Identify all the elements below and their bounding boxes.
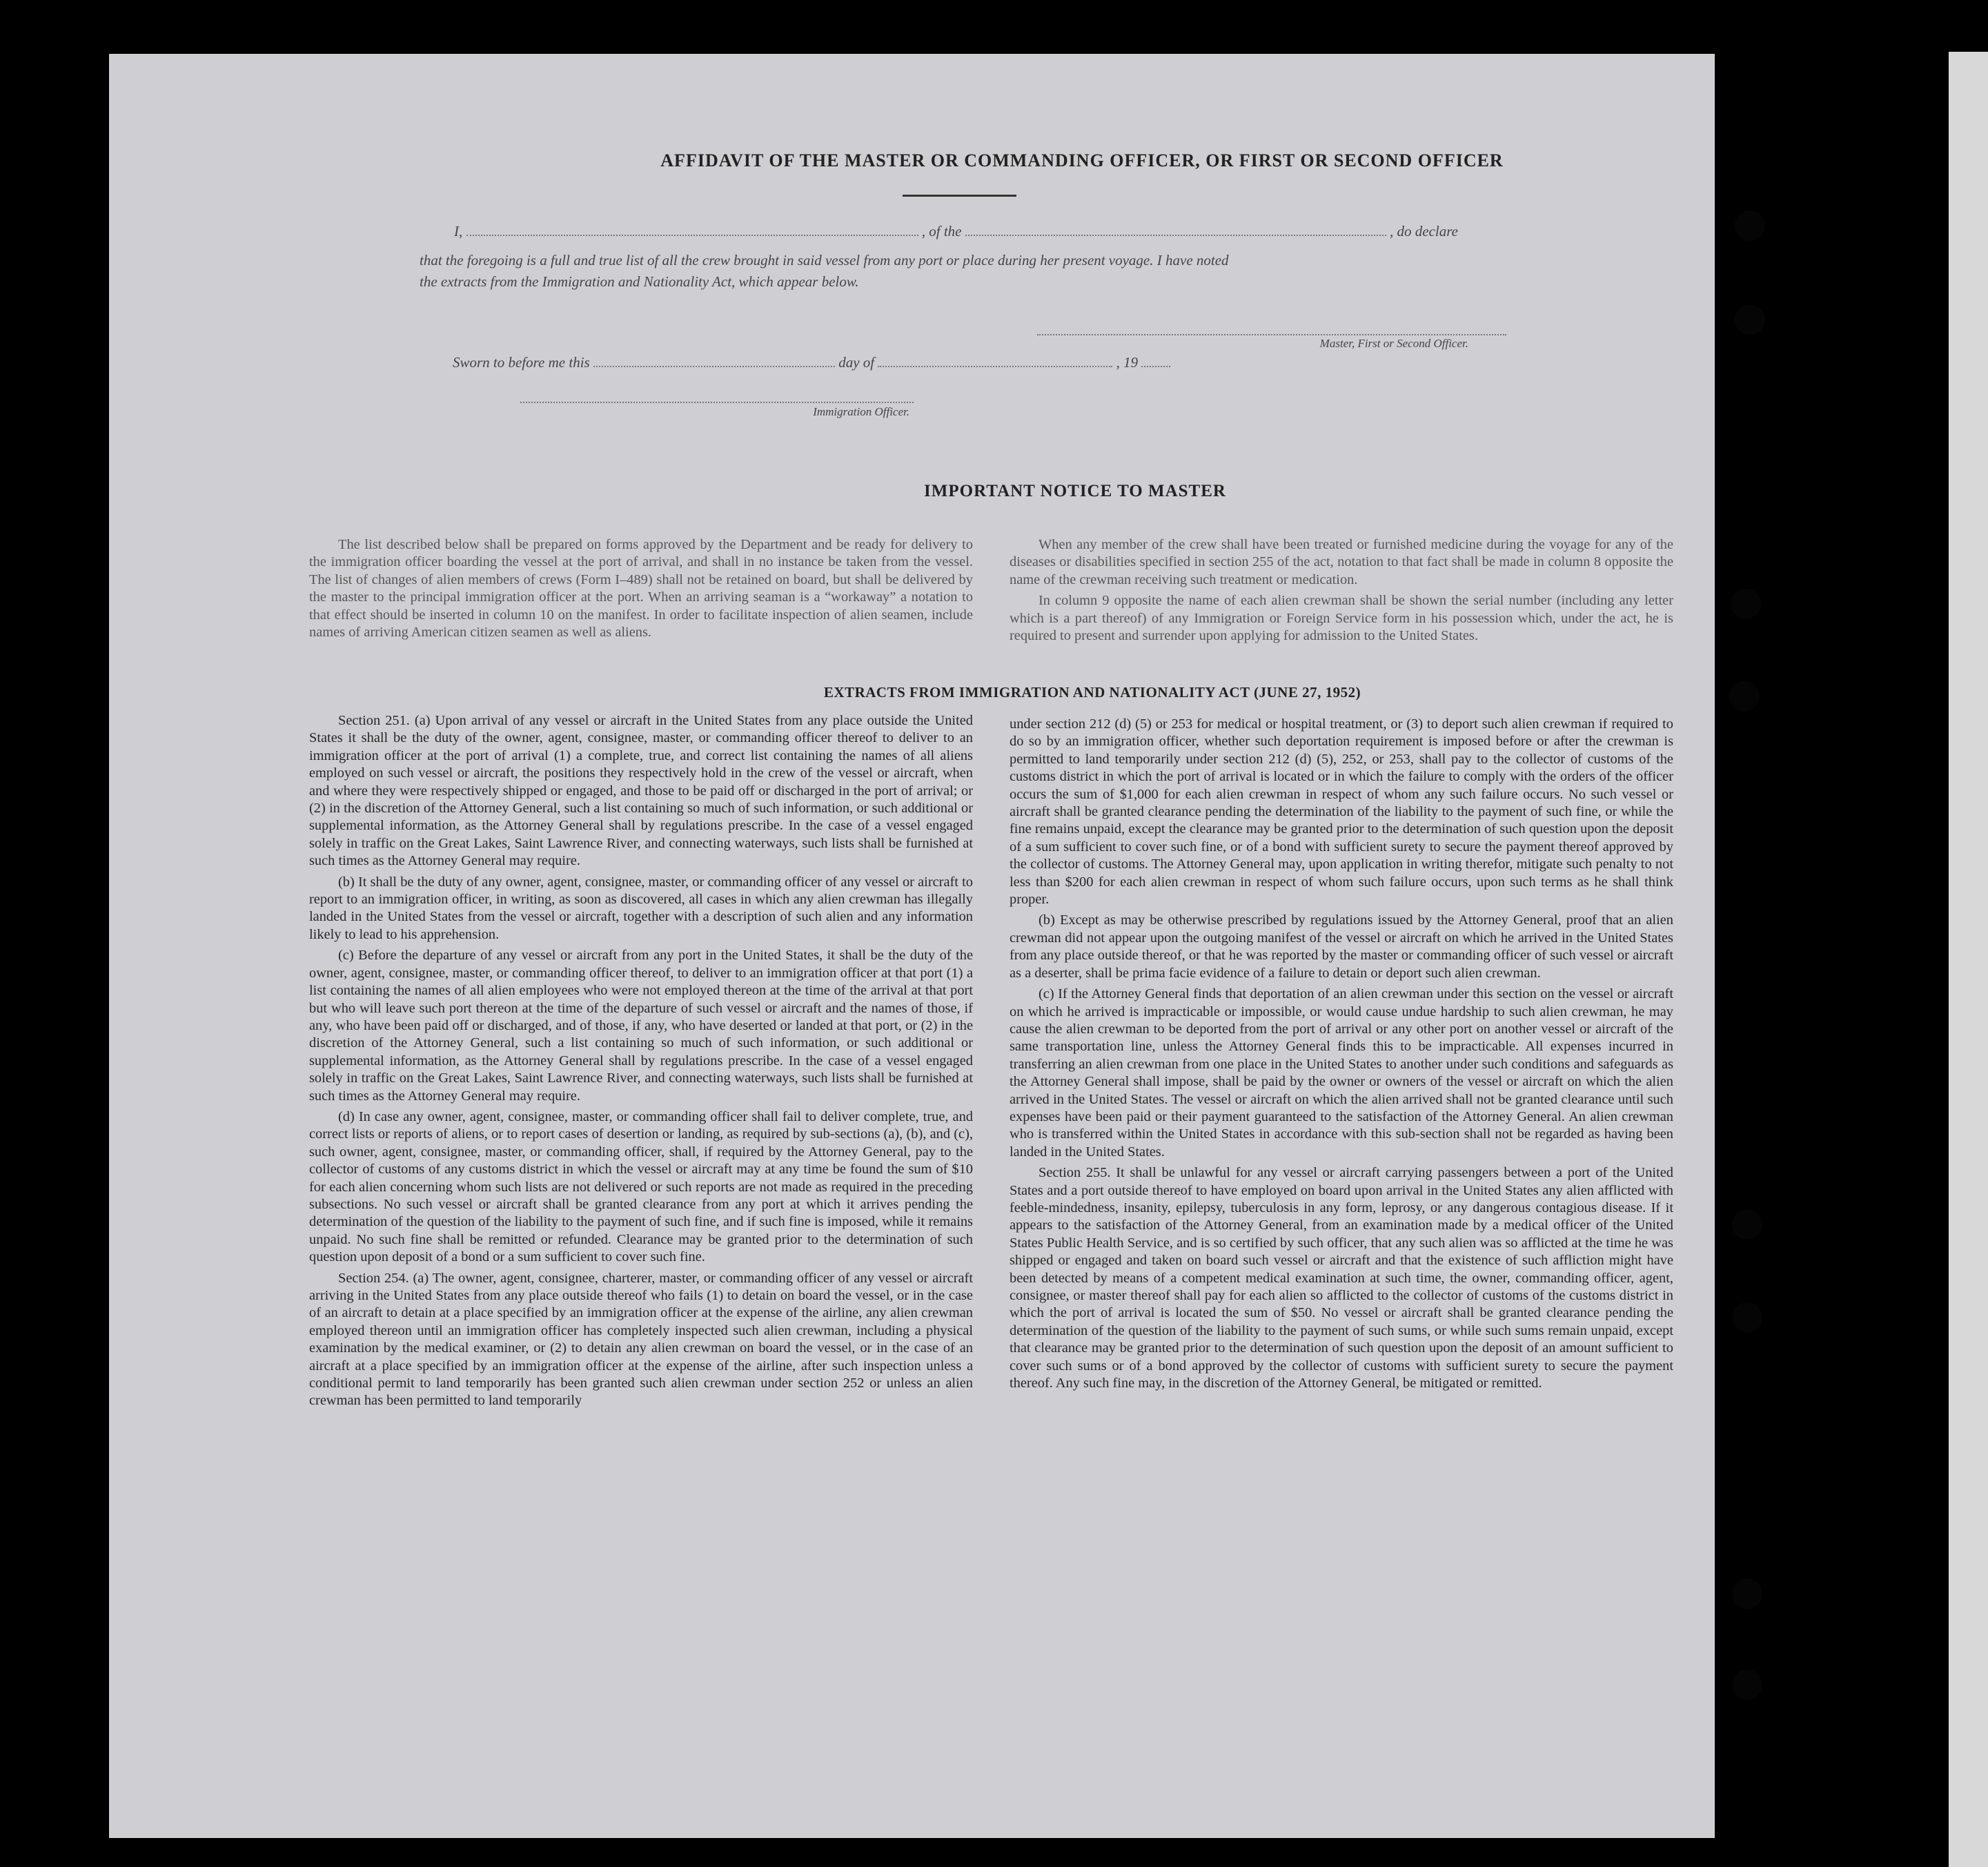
master-signature-label: Master, First or Second Officer.	[1319, 337, 1468, 350]
binder-hole	[1735, 211, 1765, 241]
notice-right-paragraph-1: When any member of the crew shall have been treated or furnished medicine during the voyage for any of the diseases or disabilities specified in section 255 of the act, notation to that fact shall be made in column 8 opposite the name of the crewman receiving such treatment or medication.	[1010, 537, 1673, 587]
binder-hole	[1732, 1670, 1762, 1700]
master-signature-line[interactable]	[1037, 334, 1506, 335]
adjacent-page-edge	[1949, 52, 1988, 1867]
vessel-blank[interactable]	[965, 235, 1386, 236]
officer-signature-line[interactable]	[520, 402, 914, 403]
binder-hole	[1732, 1578, 1762, 1609]
notice-left-column	[309, 536, 973, 645]
extracts-title: EXTRACTS FROM IMMIGRATION AND NATIONALITY ACT (JUNE 27, 1952)	[823, 684, 1361, 701]
section-255: Section 255. It shall be unlawful for any vessel or aircraft carrying passengers between a port of the United States and a port outside thereof to have employed on board upon arrival in the United States any alien afflicted with feeble-mindedness, insanity, epilepsy, tuberculosis in any form, leprosy, or any dangerous contagious disease. If it appears to the satisfaction of the Attorney General, from an examination made by a medical officer of the United States Public Health Service, and is so certified by such officer, that any such alien was so afflicted at the time he was shipped or engaged and taken on board such vessel or aircraft and that the existence of such affliction might have been detected by means of a competent medical examination at such time, the owner, commanding officer, agent, consignee, or master thereof shall pay for each alien so afflicted to the collector of customs of the customs district in which the port of arrival is located the sum of $50. No vessel or aircraft shall be granted clearance pending the determination of the question of the liability to the payment of such sums, or while such sums remain unpaid, except that clearance may be granted prior to the determination of such question upon the deposit of an amount sufficient to cover such sums or of a bond approved by the collector of customs with sufficient surety to secure the payment thereof. Any such fine may, in the discretion of the Attorney General, be mitigated or remitted.	[1010, 1165, 1673, 1391]
section-254-a-continued: under section 212 (d) (5) or 253 for medical or hospital treatment, or (3) to deport such alien crewman if required to do so by an immigration officer, whether such deportation requirement is imposed before or after the crewman is permitted to land temporarily under section 212 (d) (5), 252, or 253, shall pay to the collector of customs of the customs district in which the port of arrival is located or in which the failure to comply with the orders of the officer occurs the sum of $1,000 for each alien crewman in respect of whom any such failure occurs. No such vessel or aircraft shall be granted clearance pending the determination of the liability to the payment of such fine, or while the fine remains unpaid, except the clearance may be granted prior to the determination of such question upon the deposit of a sum sufficient to cover such fine, or of a bond with sufficient surety to secure the payment thereof approved by the collector of customs. The Attorney General may, upon application in writing therefor, mitigate such penalty to not less than $200 for each alien crewman in respect of whom such failure occurs, upon such terms as he shall think proper.	[1010, 716, 1673, 908]
sworn-line	[453, 354, 1419, 371]
sworn-year-blank[interactable]	[1141, 366, 1170, 367]
section-251-b: (b) It shall be the duty of any owner, agent, consignee, master, or commanding officer of any vessel or aircraft to report to an immigration officer, in writing, as soon as discovered, all cases in which any alien crewman has illegally landed in the United States from the vessel or aircraft, together with a description of such alien and any information likely to lead to his apprehension.	[309, 874, 973, 942]
binder-hole	[1729, 681, 1760, 712]
of-the-label: , of the	[921, 223, 962, 240]
i-label: I,	[454, 223, 463, 240]
section-254-a: Section 254. (a) The owner, agent, consignee, charterer, master, or commanding officer of any vessel or aircraft arriving in the United States from any place outside thereof who fails (1) to detain on board the vessel, or in the case of an aircraft to detain at a place specified by an immigration officer at the expense of the airline, any alien crewman employed thereon until an immigration officer has completely inspected such alien crewman, including a physical examination by the medical examiner, or (2) to detain any alien crewman on board the vessel, or in the case of an aircraft at a place specified by an immigration officer at the expense of the airline, after such inspection unless a conditional permit to land temporarily has been granted such alien crewman under section 252 or unless an alien crewman has been permitted to land temporarily	[309, 1270, 973, 1409]
sworn-prefix: Sworn to before me this	[453, 354, 590, 371]
sworn-day-of-label: day of	[838, 354, 875, 371]
title-rule	[903, 195, 1016, 197]
extracts-right-column	[1010, 716, 1673, 1396]
do-declare-label: , do declare	[1390, 223, 1458, 240]
extracts-left-column	[309, 712, 973, 1414]
binder-hole	[1732, 1302, 1762, 1333]
sworn-year-label: , 19	[1116, 354, 1139, 371]
affidavit-declarant-line	[454, 223, 1613, 240]
section-251-d: (d) In case any owner, agent, consignee, master, or commanding officer shall fail to deliver complete, true, and correct lists or reports of aliens, or to report cases of desertion or landing, as required by sub-sections (a), (b), and (c), such owner, agent, consignee, master, or commanding officer, shall, if required by the Attorney General, pay to the collector of customs of any customs district in which the vessel or aircraft may at any time be found the sum of $10 for each alien concerning whom such lists are not delivered or such reports are not made as required in the preceding subsections. No such vessel or aircraft shall be granted clearance from any port at which it arrives pending the determination of the question of the liability to the payment of such fine, and if such fine is imposed, while it remains unpaid. No such fine shall be remitted or refunded. Clearance may be granted prior to the determination of such question upon deposit of a bond or a sum sufficient to cover such fine.	[309, 1108, 973, 1265]
section-254-b: (b) Except as may be otherwise prescribed by regulations issued by the Attorney General, proof that an alien crewman did not appear upon the outgoing manifest of the vessel or aircraft on which he arrived in the United States from any place outside thereof, or that he was reported by the master or commanding officer of such vessel or aircraft as a deserter, shall be prima facie evidence of a failure to detain or deport such alien crewman.	[1010, 912, 1673, 981]
name-blank[interactable]	[466, 235, 918, 236]
sworn-day-blank[interactable]	[593, 366, 835, 367]
notice-right-paragraph-2: In column 9 opposite the name of each alien crewman shall be shown the serial number (including any letter which is a part thereof) of any Immigration or Foreign Service form in his possession which, under the act, he is required to present and surrender upon applying for admission to the United States.	[1010, 593, 1673, 644]
section-251-a: Section 251. (a) Upon arrival of any vessel or aircraft in the United States from any place outside the United States it shall be the duty of the owner, agent, consignee, master, or commanding officer thereof to deliver to an immigration officer at the port of arrival (1) a complete, true, and correct list containing the names of all aliens employed on such vessel or aircraft, the positions they respectively hold in the crew of the vessel or aircraft, when and where they were respectively shipped or engaged, and those to be paid off or discharged in the port of arrival; or (2) in the discretion of the Attorney General, such a list containing so much of such information, or such additional or supplemental information, as the Attorney General shall by regulations prescribe. In the case of a vessel engaged solely in traffic on the Great Lakes, Saint Lawrence River, and connecting waterways, such lists shall be furnished at such times as the Attorney General may require.	[309, 713, 973, 869]
affidavit-title: AFFIDAVIT OF THE MASTER OR COMMANDING OFFICER, OR FIRST OR SECOND OFFICER	[660, 150, 1504, 170]
notice-left-paragraph: The list described below shall be prepared on forms approved by the Department and be ready for delivery to the immigration officer boarding the vessel at the port of arrival, and shall in no instance be taken from the vessel. The list of changes of alien members of crews (Form I–489) shall not be retained on board, but shall be delivered by the master to the principal immigration officer at the port. When an arriving seaman is a “workaway” a notation to that effect should be inserted in column 10 on the manifest. In order to facilitate inspection of alien seamen, include names of arriving American citizen seamen as well as aliens.	[309, 537, 973, 641]
notice-right-column	[1010, 536, 1673, 648]
document-page	[109, 54, 1715, 1838]
sworn-month-blank[interactable]	[878, 366, 1112, 367]
officer-signature-label: Immigration Officer.	[813, 405, 909, 418]
binder-hole	[1735, 304, 1765, 335]
declaration-line-2: the extracts from the Immigration and Nationality Act, which appear below.	[420, 273, 859, 290]
binder-hole	[1731, 589, 1761, 619]
notice-title: IMPORTANT NOTICE TO MASTER	[924, 482, 1226, 500]
binder-hole	[1732, 1209, 1762, 1240]
declaration-line-1: that the foregoing is a full and true list of all the crew brought in said vessel from any port or place during her present voyage. I have noted	[420, 252, 1229, 268]
section-251-c: (c) Before the departure of any vessel or aircraft from any port in the United States, it shall be the duty of the owner, agent, consignee, master, or commanding officer thereof, to deliver to an immigration officer at that port (1) a list containing the names of all alien employees who were not employed thereon at the time of the arrival at that port but who will leave such port thereon at the time of the departure of such vessel or aircraft and the names of those, if any, who have been paid off or discharged, and of those, if any, who have deserted or landed at that port, or (2) in the discretion of the Attorney General, such a list containing so much of such information, or such additional or supplemental information, as the Attorney General shall by regulations prescribe. In the case of a vessel engaged solely in traffic on the Great Lakes, Saint Lawrence River, and connecting waterways, such lists shall be furnished at such times as the Attorney General may require.	[309, 948, 973, 1104]
section-254-c: (c) If the Attorney General finds that deportation of an alien crewman under this section on the vessel or aircraft on which he arrived is impracticable or impossible, or would cause undue hardship to such alien crewman, he may cause the alien crewman to be deported from the port of arrival or any other port on another vessel or aircraft of the same transportation line, unless the Attorney General finds this to be impracticable. All expenses incurred in transferring an alien crewman from one place in the United States to another under such conditions and safeguards as the Attorney General shall impose, shall be paid by the owner or owners of the vessel or aircraft on which the alien arrived in the United States. The vessel or aircraft on which the alien arrived shall not be granted clearance until such expenses have been paid or their payment guaranteed to the satisfaction of the Attorney General. An alien crewman who is transferred within the United States in accordance with this sub-section shall not be regarded as having been landed in the United States.	[1010, 986, 1673, 1160]
